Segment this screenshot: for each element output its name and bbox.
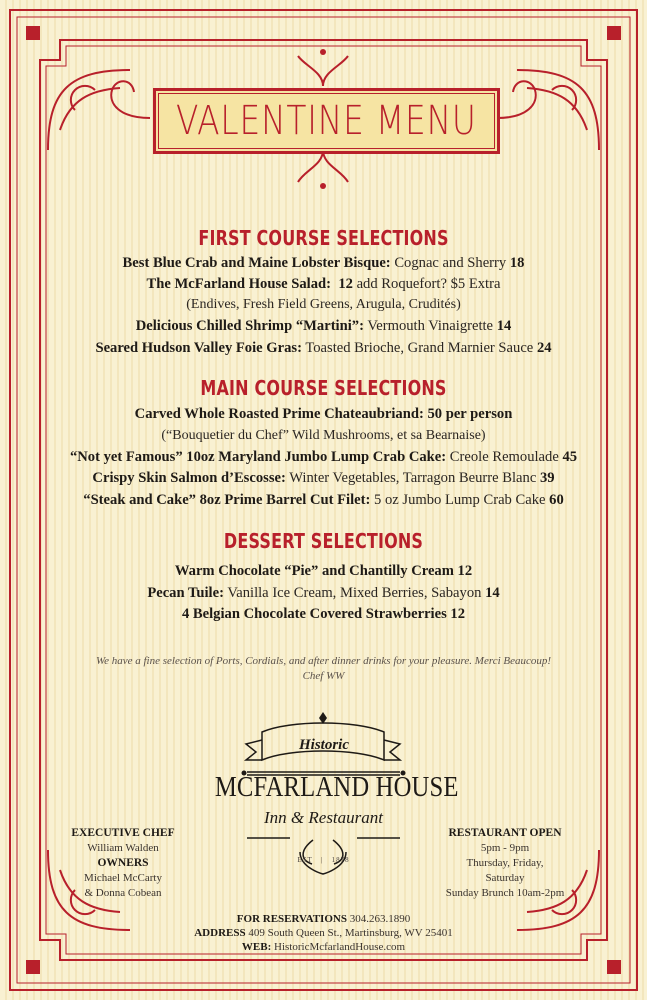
logo-historic: Historic (298, 736, 349, 753)
menu-item: Best Blue Crab and Maine Lobster Bisque: Cognac and Sherry 18 (122, 255, 525, 271)
menu-title: VALENTINE MENU (176, 98, 477, 144)
logo-established: EST | 1878 (297, 856, 350, 864)
reservations-line: FOR RESERVATIONS 304.263.1890 (236, 913, 411, 925)
staff-block: EXECUTIVE CHEF William Walden OWNERS Michael McCarty & Donna Cobean (71, 827, 175, 899)
menu-item: Warm Chocolate “Pie” and Chantilly Cream 12 (174, 563, 473, 579)
menu-item-subtext: (Endives, Fresh Field Greens, Arugula, Crudités) (186, 297, 461, 312)
main-course-title: MAIN COURSE SELECTIONS (200, 376, 447, 400)
menu-item: 4 Belgian Chocolate Covered Strawberries 12 (181, 606, 466, 622)
menu-item-subtext: (“Bouquetier du Chef” Wild Mushrooms, et sa Bearnaise) (161, 428, 486, 443)
website-link[interactable]: HistoricMcfarlandHouse.com (274, 941, 406, 953)
menu-item: “Steak and Cake” 8oz Prime Barrel Cut Filet: 5 oz Jumbo Lump Crab Cake 60 (83, 492, 564, 508)
first-course-title: FIRST COURSE SELECTIONS (198, 226, 449, 250)
menu-item: The McFarland House Salad: 12 add Roquefort? $5 Extra (146, 276, 501, 292)
menu-item: Pecan Tuile: Vanilla Ice Cream, Mixed Berries, Sabayon 14 (147, 585, 500, 601)
logo-name: MCFARLAND HOUSE (214, 772, 459, 803)
menu-item: Delicious Chilled Shrimp “Martini”: Vermouth Vinaigrette 14 (135, 318, 512, 334)
address-line: ADDRESS 409 South Queen St., Martinsburg, WV 25401 (194, 927, 453, 939)
phone-link[interactable]: 304.263.1890 (349, 913, 411, 925)
menu-item: Seared Hudson Valley Foie Gras: Toasted Brioche, Grand Marnier Sauce 24 (95, 340, 552, 356)
logo-subtitle: Inn & Restaurant (264, 808, 383, 827)
chef-signature: Chef WW (302, 670, 345, 682)
menu-title-banner (153, 88, 500, 154)
menu-item: Crispy Skin Salmon d’Escosse: Winter Vegetables, Tarragon Beurre Blanc 39 (92, 470, 555, 486)
web-line: WEB: HistoricMcfarlandHouse.com (241, 941, 406, 953)
hours-block: RESTAURANT OPEN 5pm - 9pm Thursday, Friday, Saturday Sunday Brunch 10am-2pm (445, 827, 565, 899)
menu-item: Carved Whole Roasted Prime Chateaubriand: 50 per person (134, 406, 513, 422)
closing-note: We have a fine selection of Ports, Cordials, and after dinner drinks for your pleasure. Merci Beaucoup! (95, 655, 552, 667)
dessert-title: DESSERT SELECTIONS (223, 529, 424, 553)
menu-item: “Not yet Famous” 10oz Maryland Jumbo Lump Crab Cake: Creole Remoulade 45 (69, 449, 578, 465)
restaurant-logo (200, 712, 459, 872)
